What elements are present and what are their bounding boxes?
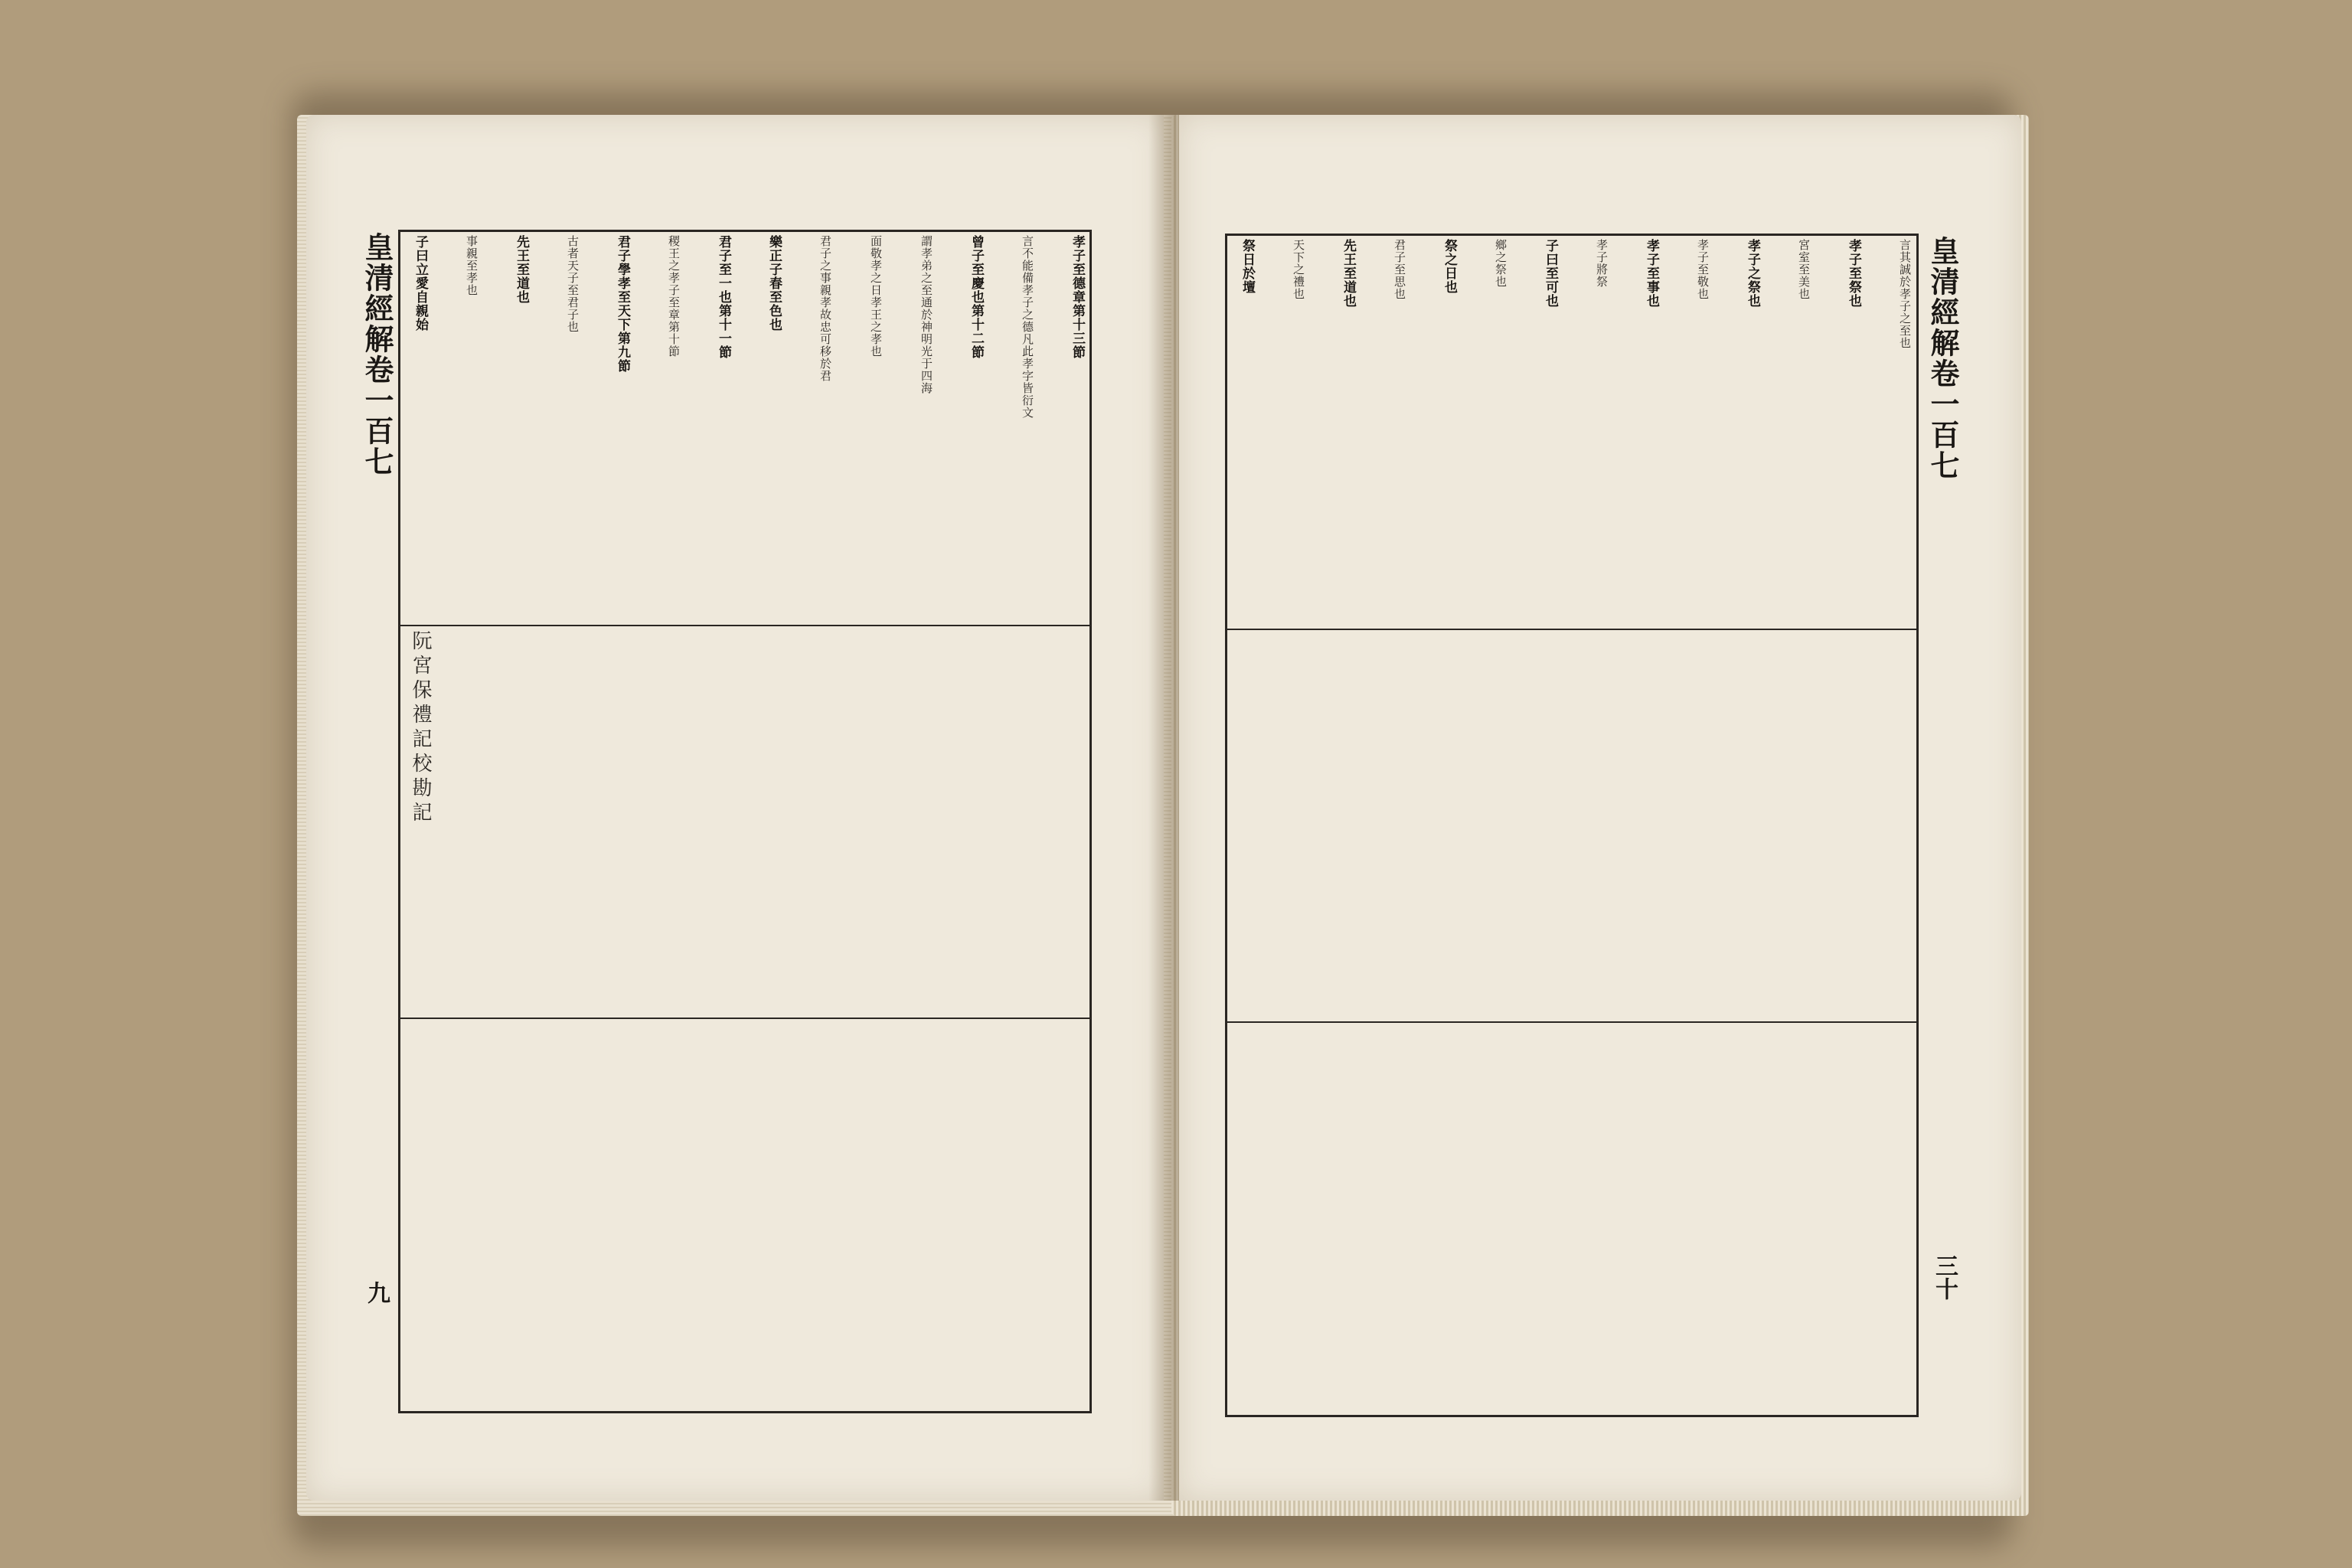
left-text-frame	[360, 230, 1092, 1413]
text-column: 宮室至美也	[1797, 239, 1811, 300]
text-column: 曾子至慶也第十二節	[969, 235, 984, 359]
text-column: 孝子至德章第十三節	[1070, 235, 1085, 359]
left-colophon: 阮宮保禮記校勘記	[409, 630, 432, 826]
text-column: 稷王之孝子至章第十節	[667, 235, 681, 358]
right-text-columns	[1230, 239, 1913, 1412]
text-column: 子曰至可也	[1543, 239, 1558, 308]
text-column: 古者天子至君子也	[566, 235, 580, 333]
left-running-title: 皇清經解卷一百七	[356, 232, 398, 477]
text-column: 子曰立愛自親始	[413, 235, 428, 332]
left-page	[306, 115, 1164, 1501]
right-page	[1179, 115, 2021, 1501]
text-column: 孝子將祭	[1595, 239, 1609, 288]
text-column: 君子至一也第十一節	[716, 235, 731, 359]
text-column: 鄉之祭也	[1494, 239, 1508, 288]
text-column: 孝子之祭也	[1745, 239, 1760, 308]
text-column: 言不能備孝子之德凡此孝字皆衍文	[1021, 235, 1034, 419]
text-column: 君子學孝至天下第九節	[615, 235, 630, 373]
text-column: 孝子至祭也	[1846, 239, 1861, 308]
right-running-title: 皇清經解卷一百七	[1922, 236, 1964, 481]
right-folio: 三十	[1931, 1254, 1958, 1300]
text-column: 謂孝弟之至通於神明光于四海	[920, 235, 933, 394]
left-folio: 九	[363, 1281, 390, 1304]
text-column: 君子之事親孝故忠可移於君	[818, 235, 832, 382]
text-column: 樂正子春至色也	[766, 235, 782, 332]
text-column: 天下之禮也	[1292, 239, 1305, 300]
text-column: 祭日於壇	[1240, 239, 1255, 294]
text-column: 孝子至事也	[1644, 239, 1659, 308]
text-column: 祭之日也	[1442, 239, 1457, 294]
text-column: 先王至道也	[514, 235, 529, 304]
right-text-frame	[1225, 234, 1960, 1417]
text-column: 先王至道也	[1341, 239, 1356, 308]
text-column: 事親至孝也	[465, 235, 479, 296]
text-column: 君子至思也	[1393, 239, 1406, 300]
left-text-columns	[403, 235, 1086, 1408]
text-column: 面敬孝之日孝王之孝也	[869, 235, 883, 358]
text-column: 孝子至敬也	[1696, 239, 1710, 300]
text-column: 言其誠於孝子之至也	[1898, 239, 1912, 349]
